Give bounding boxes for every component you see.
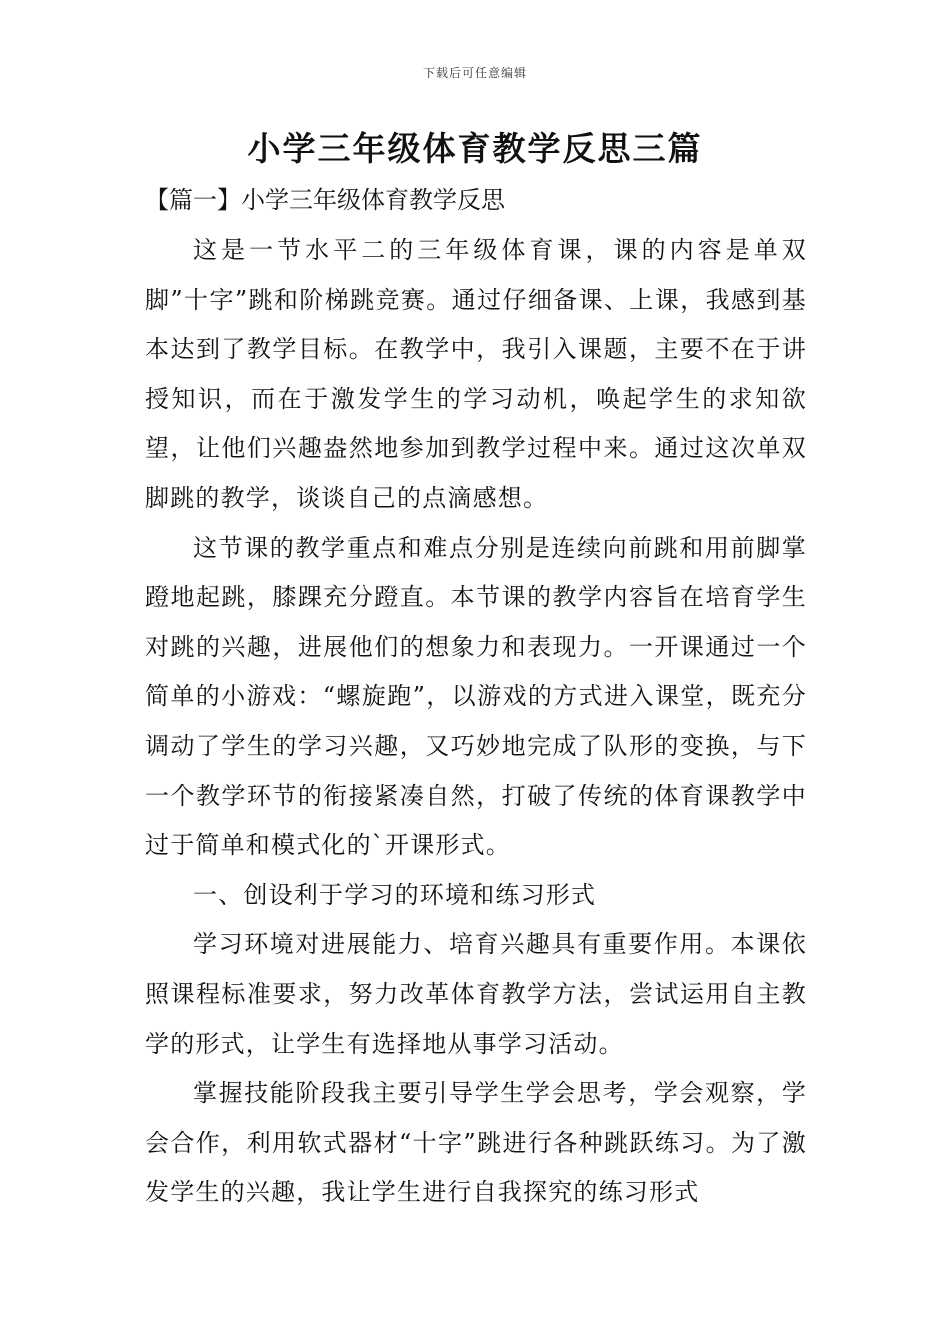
body-text [145,226,807,1218]
paragraph-4: 掌握技能阶段我主要引导学生学会思考，学会观察，学会合作，利用软式器材“十字”跳进行各种跳跃练习。为了激发学生的兴趣，我让学生进行自我探究的练习形式 [145,1079,807,1207]
section-heading: 【篇一】小学三年级体育教学反思 [145,186,505,214]
paragraph-1: 这是一节水平二的三年级体育课，课的内容是单双脚”十字”跳和阶梯跳竞赛。通过仔细备课、上课，我感到基本达到了教学目标。在教学中，我引入课题，主要不在于讲授知识，而在于激发学生的学习动机，唤起学生的求知欲望，让他们兴趣盎然地参加到教学过程中来。通过这次单双脚跳的教学，谈谈自己的点滴感想。 [145,236,807,512]
subheading-1: 一、创设利于学习的环境和练习形式 [193,880,597,909]
paragraph-3: 学习环境对进展能力、培育兴趣具有重要作用。本课依照课程标准要求，努力改革体育教学方法，尝试运用自主教学的形式，让学生有选择地从事学习活动。 [145,930,807,1058]
paragraph-2: 这节课的教学重点和难点分别是连续向前跳和用前脚掌蹬地起跳，膝踝充分蹬直。本节课的教学内容旨在培育学生对跳的兴趣，进展他们的想象力和表现力。一开课通过一个简单的小游戏：“螺旋跑”，以游戏的方式进入课堂，既充分调动了学生的学习兴趣，又巧妙地完成了队形的变换，与下一个教学环节的衔接紧凑自然，打破了传统的体育课教学中过于简单和模式化的`开课形式。 [145,533,807,860]
header-note: 下载后可任意编辑 [422,66,527,80]
document-title: 小学三年级体育教学反思三篇 [247,129,703,168]
